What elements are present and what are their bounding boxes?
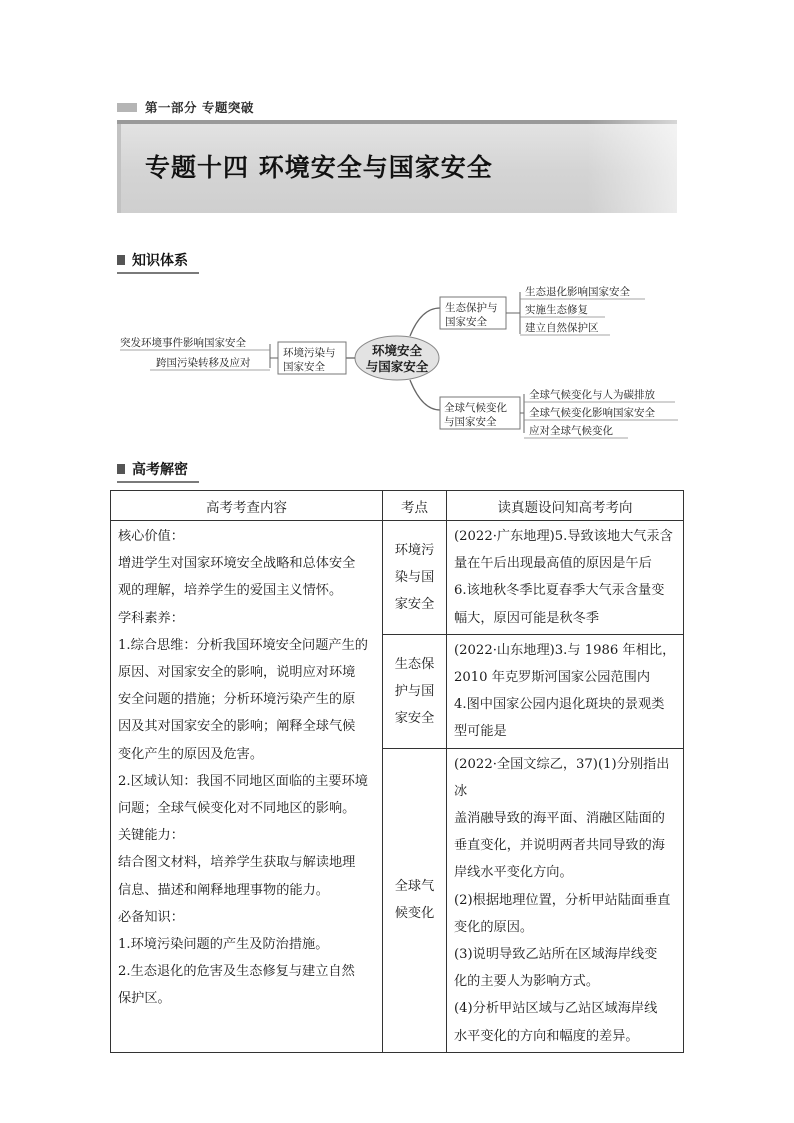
- top-node-line1: 生态保护与: [445, 302, 498, 314]
- top-bracket: [506, 292, 520, 334]
- bottom-leaf-2: 全球气候变化影响国家安全: [529, 407, 655, 419]
- section-marker-icon: [117, 255, 125, 265]
- content-line: 信息、描述和阐释地理事物的能力。: [118, 882, 329, 898]
- topic-cell: [383, 521, 447, 635]
- content-line: 学科素养：: [118, 610, 184, 626]
- topic-line: 家安全: [394, 596, 435, 612]
- bottom-leaf-3: 应对全球气候变化: [529, 425, 613, 437]
- question-cell: [447, 634, 684, 748]
- content-line: 增进学生对国家环境安全战略和总体安全: [118, 556, 356, 572]
- topic-line: 染与国: [394, 569, 435, 585]
- question-line: (2022·全国文综乙，37)(1)分别指出冰: [454, 756, 670, 799]
- question-line: 盖消融导致的海平面、消融区陆面的: [454, 811, 665, 827]
- topic-line: 生态保: [394, 656, 435, 672]
- knowledge-mindmap: [110, 278, 690, 448]
- left-node-line2: 国家安全: [283, 361, 325, 373]
- section-underline: [117, 481, 199, 483]
- exam-content-cell: [111, 521, 383, 1053]
- content-line: 问题；全球气候变化对不同地区的影响。: [118, 801, 356, 817]
- bottom-bracket: [520, 394, 524, 433]
- header-questions: 读真题设问知高考考向: [447, 491, 684, 521]
- content-line: 核心价值：: [118, 529, 184, 544]
- topic-line: 环境污: [394, 542, 435, 558]
- top-leaf-2: 实施生态修复: [525, 304, 588, 316]
- question-line: (3)说明导致乙站所在区域海岸线变: [454, 947, 658, 963]
- left-bracket: [270, 344, 278, 368]
- content-line: 观的理解，培养学生的爱国主义情怀。: [118, 583, 343, 599]
- header-content: 高考考查内容: [111, 491, 383, 521]
- question-line: 化的主要人为影响方式。: [454, 974, 600, 990]
- question-line: (4)分析甲站区域与乙站区域海岸线: [454, 1001, 658, 1017]
- top-node-line2: 国家安全: [445, 316, 487, 328]
- content-line: 必备知识：: [118, 909, 184, 925]
- topic-line: 家安全: [394, 710, 435, 726]
- page-title: 专题十四 环境安全与国家安全: [145, 153, 493, 182]
- question-line: (2022·广东地理)5.导致该地大气汞含: [454, 529, 673, 544]
- bottom-node-line1: 全球气候变化: [444, 402, 507, 414]
- bottom-leaf-1: 全球气候变化与人为碳排放: [529, 389, 655, 401]
- left-leaf-1: 突发环境事件影响国家安全: [120, 337, 246, 349]
- content-line: 2.区域认知：我国不同地区面临的主要环境: [118, 773, 368, 789]
- section-knowledge-title: 知识体系: [132, 253, 188, 269]
- question-line: 岸线水平变化方向。: [454, 865, 573, 881]
- content-line: 因及其对国家安全的影响；阐释全球气候: [118, 719, 356, 735]
- content-line: 关键能力：: [118, 828, 184, 844]
- top-leaf-1: 生态退化影响国家安全: [525, 286, 630, 298]
- question-cell: [447, 521, 684, 635]
- connector-bottom: [410, 380, 440, 410]
- header-topic: 考点: [383, 491, 447, 521]
- center-node-line2: 与国家安全: [365, 359, 429, 374]
- question-line: (2)根据地理位置，分析甲站陆面垂直: [454, 892, 671, 908]
- table-row: [111, 521, 684, 635]
- content-line: 保护区。: [118, 991, 171, 1007]
- connector-top: [410, 308, 440, 336]
- question-cell: [447, 748, 684, 1052]
- topic-line: 候变化: [394, 906, 435, 922]
- content-line: 1.综合思维：分析我国环境安全问题产生的: [118, 637, 368, 653]
- topic-cell: [383, 748, 447, 1052]
- content-line: 2.生态退化的危害及生态修复与建立自然: [118, 964, 355, 980]
- section-exam-heading: [117, 459, 188, 479]
- content-line: 安全问题的措施；分析环境污染产生的原: [118, 692, 356, 708]
- table-header-row: [111, 491, 684, 521]
- section-exam-title: 高考解密: [132, 462, 188, 478]
- title-banner: [117, 120, 677, 213]
- question-line: 量在午后出现最高值的原因是午后: [454, 556, 652, 572]
- question-line: 水平变化的方向和幅度的差异。: [454, 1028, 639, 1044]
- question-line: 垂直变化，并说明两者共同导致的海: [454, 838, 665, 854]
- content-line: 1.环境污染问题的产生及防治措施。: [118, 937, 329, 953]
- question-line: (2022·山东地理)3.与 1986 年相比，: [454, 642, 676, 658]
- part-label-bar: [117, 103, 137, 112]
- question-line: 4.图中国家公园内退化斑块的景观类: [454, 697, 665, 713]
- question-line: 幅大，原因可能是秋冬季: [454, 610, 600, 626]
- exam-table: [110, 490, 684, 1053]
- section-underline: [117, 272, 199, 274]
- question-line: 型可能是: [454, 724, 507, 740]
- section-knowledge-heading: [117, 250, 188, 270]
- content-line: 结合图文材料，培养学生获取与解读地理: [118, 855, 356, 871]
- question-line: 变化的原因。: [454, 919, 534, 935]
- part-label-text: 第一部分 专题突破: [145, 100, 254, 115]
- topic-cell: [383, 634, 447, 748]
- section-marker-icon: [117, 464, 125, 474]
- center-node-line1: 环境安全: [371, 343, 423, 358]
- topic-line: 全球气: [394, 879, 435, 895]
- banner-left-rule: [117, 124, 121, 213]
- content-line: 变化产生的原因及危害。: [118, 746, 264, 762]
- question-line: 6.该地秋冬季比夏春季大气汞含量变: [454, 583, 665, 599]
- left-node-line1: 环境污染与: [283, 347, 336, 359]
- bottom-node-line2: 与国家安全: [444, 416, 497, 428]
- question-line: 2010 年克罗斯河国家公园范围内: [454, 670, 651, 686]
- top-leaf-3: 建立自然保护区: [525, 322, 599, 334]
- part-label: [117, 99, 254, 115]
- left-leaf-2: 跨国污染转移及应对: [156, 357, 251, 369]
- banner-fade: [587, 120, 677, 213]
- content-line: 原因、对国家安全的影响，说明应对环境: [118, 665, 356, 681]
- topic-line: 护与国: [394, 683, 435, 699]
